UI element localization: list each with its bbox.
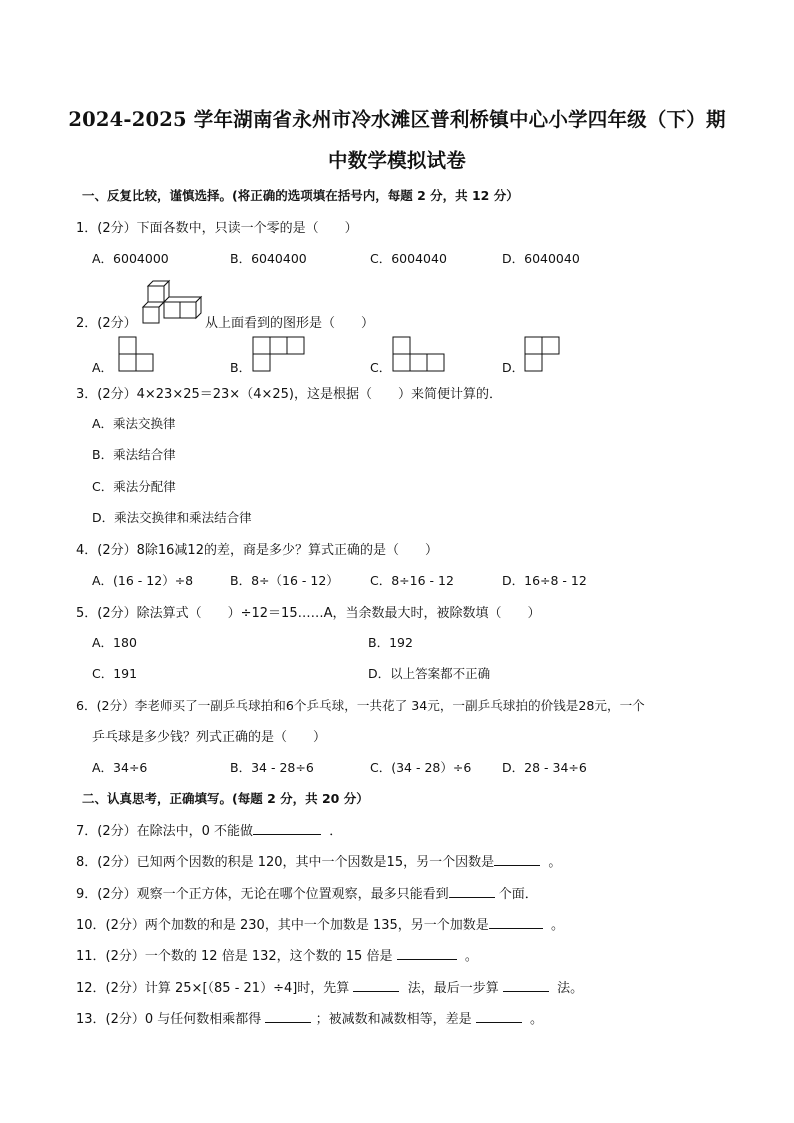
q6-option-b: B．34 - 28÷6 — [230, 760, 314, 775]
question-13 — [76, 1008, 543, 1027]
q4-option-a: A．(16 - 12）÷8 — [92, 573, 194, 588]
q11-text: 11．(2分）一个数的 12 倍是 132，这个数的 15 倍是 — [76, 949, 393, 964]
exam-title-line-2: 中数学模拟试卷 — [328, 149, 466, 172]
question-7 — [76, 820, 342, 839]
q9-answer-blank[interactable] — [449, 885, 495, 898]
q10-text: 10．(2分）两个加数的和是 230，其中一个加数是 135，另一个加数是 — [76, 918, 489, 933]
q12-text: 12．(2分）计算 25×[（85 - 21）÷4]时，先算 — [76, 981, 350, 996]
q1-option-a: A．6004000 — [92, 251, 169, 266]
question-12 — [76, 977, 583, 996]
question-4: 4．(2分）8除16减12的差，商是多少？算式正确的是（ ） — [76, 543, 438, 558]
question-9 — [76, 883, 538, 902]
question-2-text: 从上面看到的图形是（ ） — [205, 316, 375, 331]
question-1: 1．(2分）下面各数中，只读一个零的是（ ） — [76, 221, 358, 236]
q2-option-b-figure — [252, 336, 308, 372]
q5-option-d: D．以上答案都不正确 — [368, 666, 491, 681]
q12-end: 法。 — [557, 981, 584, 996]
q12-answer-blank-1[interactable] — [353, 979, 399, 992]
q10-answer-blank[interactable] — [489, 916, 543, 929]
question-6-line-1: 6．(2分）李老师买了一副乒乓球拍和6个乒乓球，一共花了 34元，一副乒乓球拍的价钱是28元，一个 — [76, 698, 645, 713]
q2-option-a: A． — [92, 360, 114, 375]
q7-answer-blank[interactable] — [253, 822, 321, 835]
cube-stack-figure — [140, 278, 210, 326]
q1-option-d: D．6040040 — [502, 251, 580, 266]
q6-option-a: A．34÷6 — [92, 760, 148, 775]
q8-text: 8．(2分）已知两个因数的积是 120，其中一个因数是15，另一个因数是 — [76, 855, 495, 870]
q1-option-b: B．6040400 — [230, 251, 307, 266]
section-2-heading: 二、认真思考，正确填写。(每题 2 分，共 20 分） — [82, 791, 369, 806]
q2-option-d-figure — [524, 336, 564, 372]
q2-option-d: D． — [502, 360, 525, 375]
q13-answer-blank-2[interactable] — [476, 1010, 522, 1023]
q1-option-c: C．6004040 — [370, 251, 447, 266]
q4-option-c: C．8÷16 - 12 — [370, 573, 454, 588]
q8-end: 。 — [548, 855, 562, 870]
q5-option-c: C．191 — [92, 666, 138, 681]
q5-option-a: A．180 — [92, 635, 137, 650]
exam-title-line-1: 2024-2025 学年湖南省永州市冷水滩区普利桥镇中心小学四年级（下）期 — [68, 108, 726, 131]
q2-option-a-figure — [118, 336, 156, 372]
q3-option-b: B．乘法结合律 — [92, 447, 176, 462]
q5-option-b: B．192 — [368, 635, 413, 650]
q4-option-b: B．8÷（16 - 12） — [230, 573, 339, 588]
q2-option-b: B． — [230, 360, 252, 375]
q8-answer-blank[interactable] — [494, 853, 540, 866]
q12-answer-blank-2[interactable] — [503, 979, 549, 992]
section-1-heading: 一、反复比较，谨慎选择。(将正确的选项填在括号内，每题 2 分，共 12 分） — [82, 188, 519, 203]
q13-mid: ；被减数和减数相等，差是 — [315, 1012, 472, 1027]
question-2-prefix: 2．(2分） — [76, 316, 137, 331]
question-6-line-2: 乒乓球是多少钱？列式正确的是（ ） — [92, 730, 327, 745]
q13-answer-blank-1[interactable] — [265, 1010, 311, 1023]
q7-text: 7．(2分）在除法中，0 不能做 — [76, 824, 254, 839]
q13-text: 13．(2分）0 与任何数相乘都得 — [76, 1012, 262, 1027]
q7-end: ． — [329, 824, 343, 839]
q12-mid: 法，最后一步算 — [407, 981, 499, 996]
question-11 — [76, 945, 478, 964]
q13-end: 。 — [530, 1012, 544, 1027]
q3-option-d: D．乘法交换律和乘法结合律 — [92, 510, 252, 525]
q2-option-c-figure — [392, 336, 448, 372]
q2-option-c: C． — [370, 360, 392, 375]
q3-option-c: C．乘法分配律 — [92, 479, 176, 494]
q11-answer-blank[interactable] — [397, 947, 457, 960]
q6-option-c: C．(34 - 28）÷6 — [370, 760, 472, 775]
q11-end: 。 — [464, 949, 478, 964]
q3-option-a: A．乘法交换律 — [92, 416, 176, 431]
q10-end: 。 — [551, 918, 565, 933]
q4-option-d: D．16÷8 - 12 — [502, 573, 587, 588]
q6-option-d: D．28 - 34÷6 — [502, 760, 587, 775]
question-5: 5．(2分）除法算式（ ）÷12＝15……A，当余数最大时，被除数填（ ） — [76, 606, 541, 621]
question-10 — [76, 914, 564, 933]
question-8 — [76, 851, 561, 870]
q9-text: 9．(2分）观察一个正方体，无论在哪个位置观察，最多只能看到 — [76, 887, 449, 902]
q9-end: 个面． — [498, 887, 538, 902]
question-3: 3．(2分）4×23×25＝23×（4×25)，这是根据（ ）来简便计算的． — [76, 387, 502, 402]
